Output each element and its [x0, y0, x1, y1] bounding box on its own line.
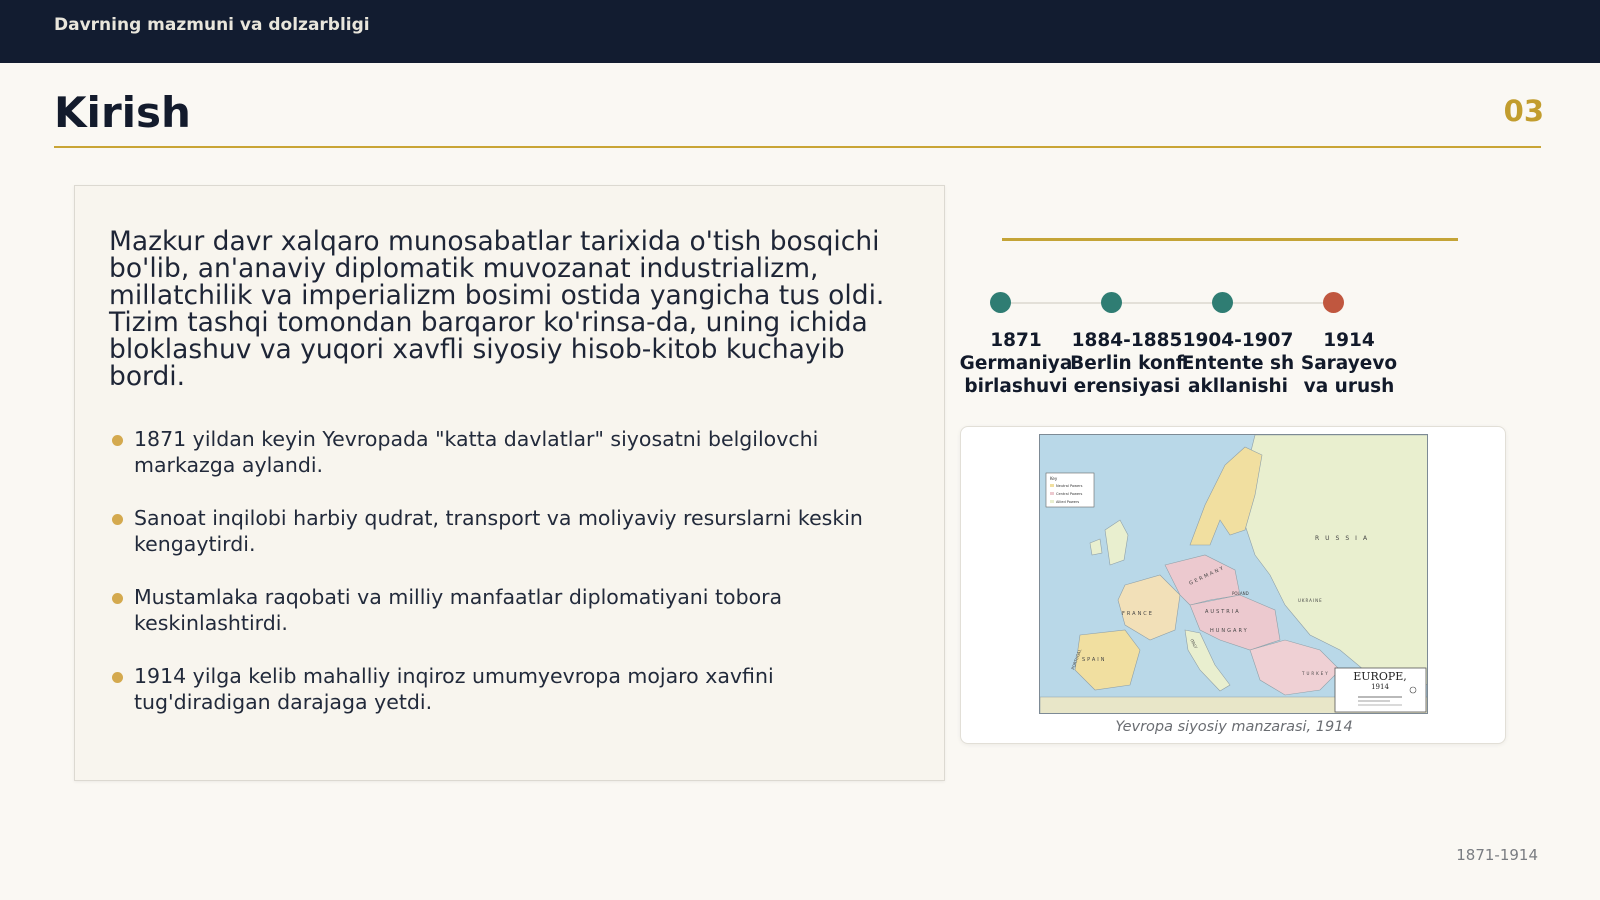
lead-paragraph: Mazkur davr xalqaro munosabatlar tarixida o'tish bosqichi bo'lib, an'anaviy diplomatik muvozanat industrializm, millatchilik va imperializm bosimi ostida yangicha tus oldi. Tizim tashqi tomondan barqaror ko'rinsa-da, uning ichida bloklashuv va yuqori xavfli siyosiy hisob-kitob kuchayib bordi.	[109, 226, 885, 392]
map-graphic	[1040, 435, 1428, 714]
timeline-event: Germaniya birlashuvi	[959, 353, 1073, 397]
map-label: PORTUGAL	[1070, 648, 1083, 671]
list-item-text: Mustamlaka raqobati va milliy manfaatlar diplomatiyani tobora keskinlashtirdi.	[134, 585, 783, 635]
map-legend-item: Allied Powers	[1056, 500, 1080, 504]
map-label: RUSSIA	[1315, 535, 1374, 542]
map-legend-title: Key	[1050, 476, 1058, 481]
timeline-label	[1066, 329, 1188, 398]
timeline-node-icon	[1212, 292, 1233, 313]
list-item	[109, 426, 869, 478]
bullet-list	[109, 426, 869, 742]
brand-title: Davrning mazmuni va dolzarbligi	[54, 15, 370, 35]
map-label: TURKEY	[1302, 671, 1330, 676]
timeline-node-icon	[1323, 292, 1344, 313]
timeline-year: 1904-1907	[1182, 330, 1294, 351]
europe-1914-map[interactable]	[1039, 434, 1428, 714]
list-item-text: 1914 yilga kelib mahalliy inqiroz umumyevropa mojaro xavfini tug'diradigan darajaga yetdi.	[134, 664, 774, 714]
timeline-event: Entente shakllanishi	[1181, 353, 1295, 397]
bullet-dot-icon	[112, 593, 123, 604]
bullet-dot-icon	[112, 435, 123, 446]
map-legend-item: Neutral Powers	[1056, 484, 1083, 488]
intro-card	[74, 185, 945, 781]
timeline-year: 1871	[990, 330, 1042, 351]
list-item-text: 1871 yildan keyin Yevropada "katta davlatlar" siyosatni belgilovchi markazga aylandi.	[134, 427, 819, 477]
bullet-dot-icon	[112, 514, 123, 525]
timeline-track	[1000, 302, 1335, 304]
bullet-dot-icon	[112, 672, 123, 683]
map-label: POLAND	[1232, 591, 1249, 596]
title-divider	[54, 146, 1541, 148]
map-label: HUNGARY	[1210, 628, 1249, 634]
top-bar	[0, 0, 1600, 63]
map-label: SPAIN	[1082, 657, 1107, 663]
timeline-event: Sarayevo va urush	[1300, 353, 1398, 397]
timeline-label	[955, 329, 1077, 398]
list-item-text: Sanoat inqilobi harbiy qudrat, transport va moliyaviy resurslarni keskin kengaytirdi.	[134, 506, 863, 556]
timeline-event: Berlin konferensiyasi	[1070, 353, 1184, 397]
timeline-node-icon	[1101, 292, 1122, 313]
map-label: GERMANY	[1188, 564, 1227, 587]
map-legend-item: Central Powers	[1056, 492, 1083, 496]
map-label: UKRAINE	[1298, 598, 1323, 603]
list-item	[109, 584, 869, 636]
map-cartouche-title: EUROPE,	[1353, 670, 1407, 683]
map-cartouche-year: 1914	[1371, 683, 1389, 691]
map-card	[960, 426, 1506, 744]
page-number: 03	[1503, 94, 1544, 128]
slide-title: Kirish	[54, 88, 191, 137]
map-caption: Yevropa siyosiy manzarasi, 1914	[1115, 719, 1353, 735]
timeline-year: 1884-1885	[1071, 330, 1183, 351]
timeline-label	[1177, 329, 1299, 398]
timeline-year: 1914	[1323, 330, 1375, 351]
timeline-accent-line	[1002, 238, 1458, 241]
footer-date-range: 1871-1914	[1456, 846, 1538, 864]
map-label: ITALY	[1189, 638, 1199, 650]
list-item	[109, 505, 869, 557]
map-label: FRANCE	[1122, 611, 1154, 617]
timeline-label	[1288, 329, 1410, 398]
map-label: AUSTRIA	[1205, 609, 1241, 615]
timeline-node-icon	[990, 292, 1011, 313]
list-item	[109, 663, 869, 715]
